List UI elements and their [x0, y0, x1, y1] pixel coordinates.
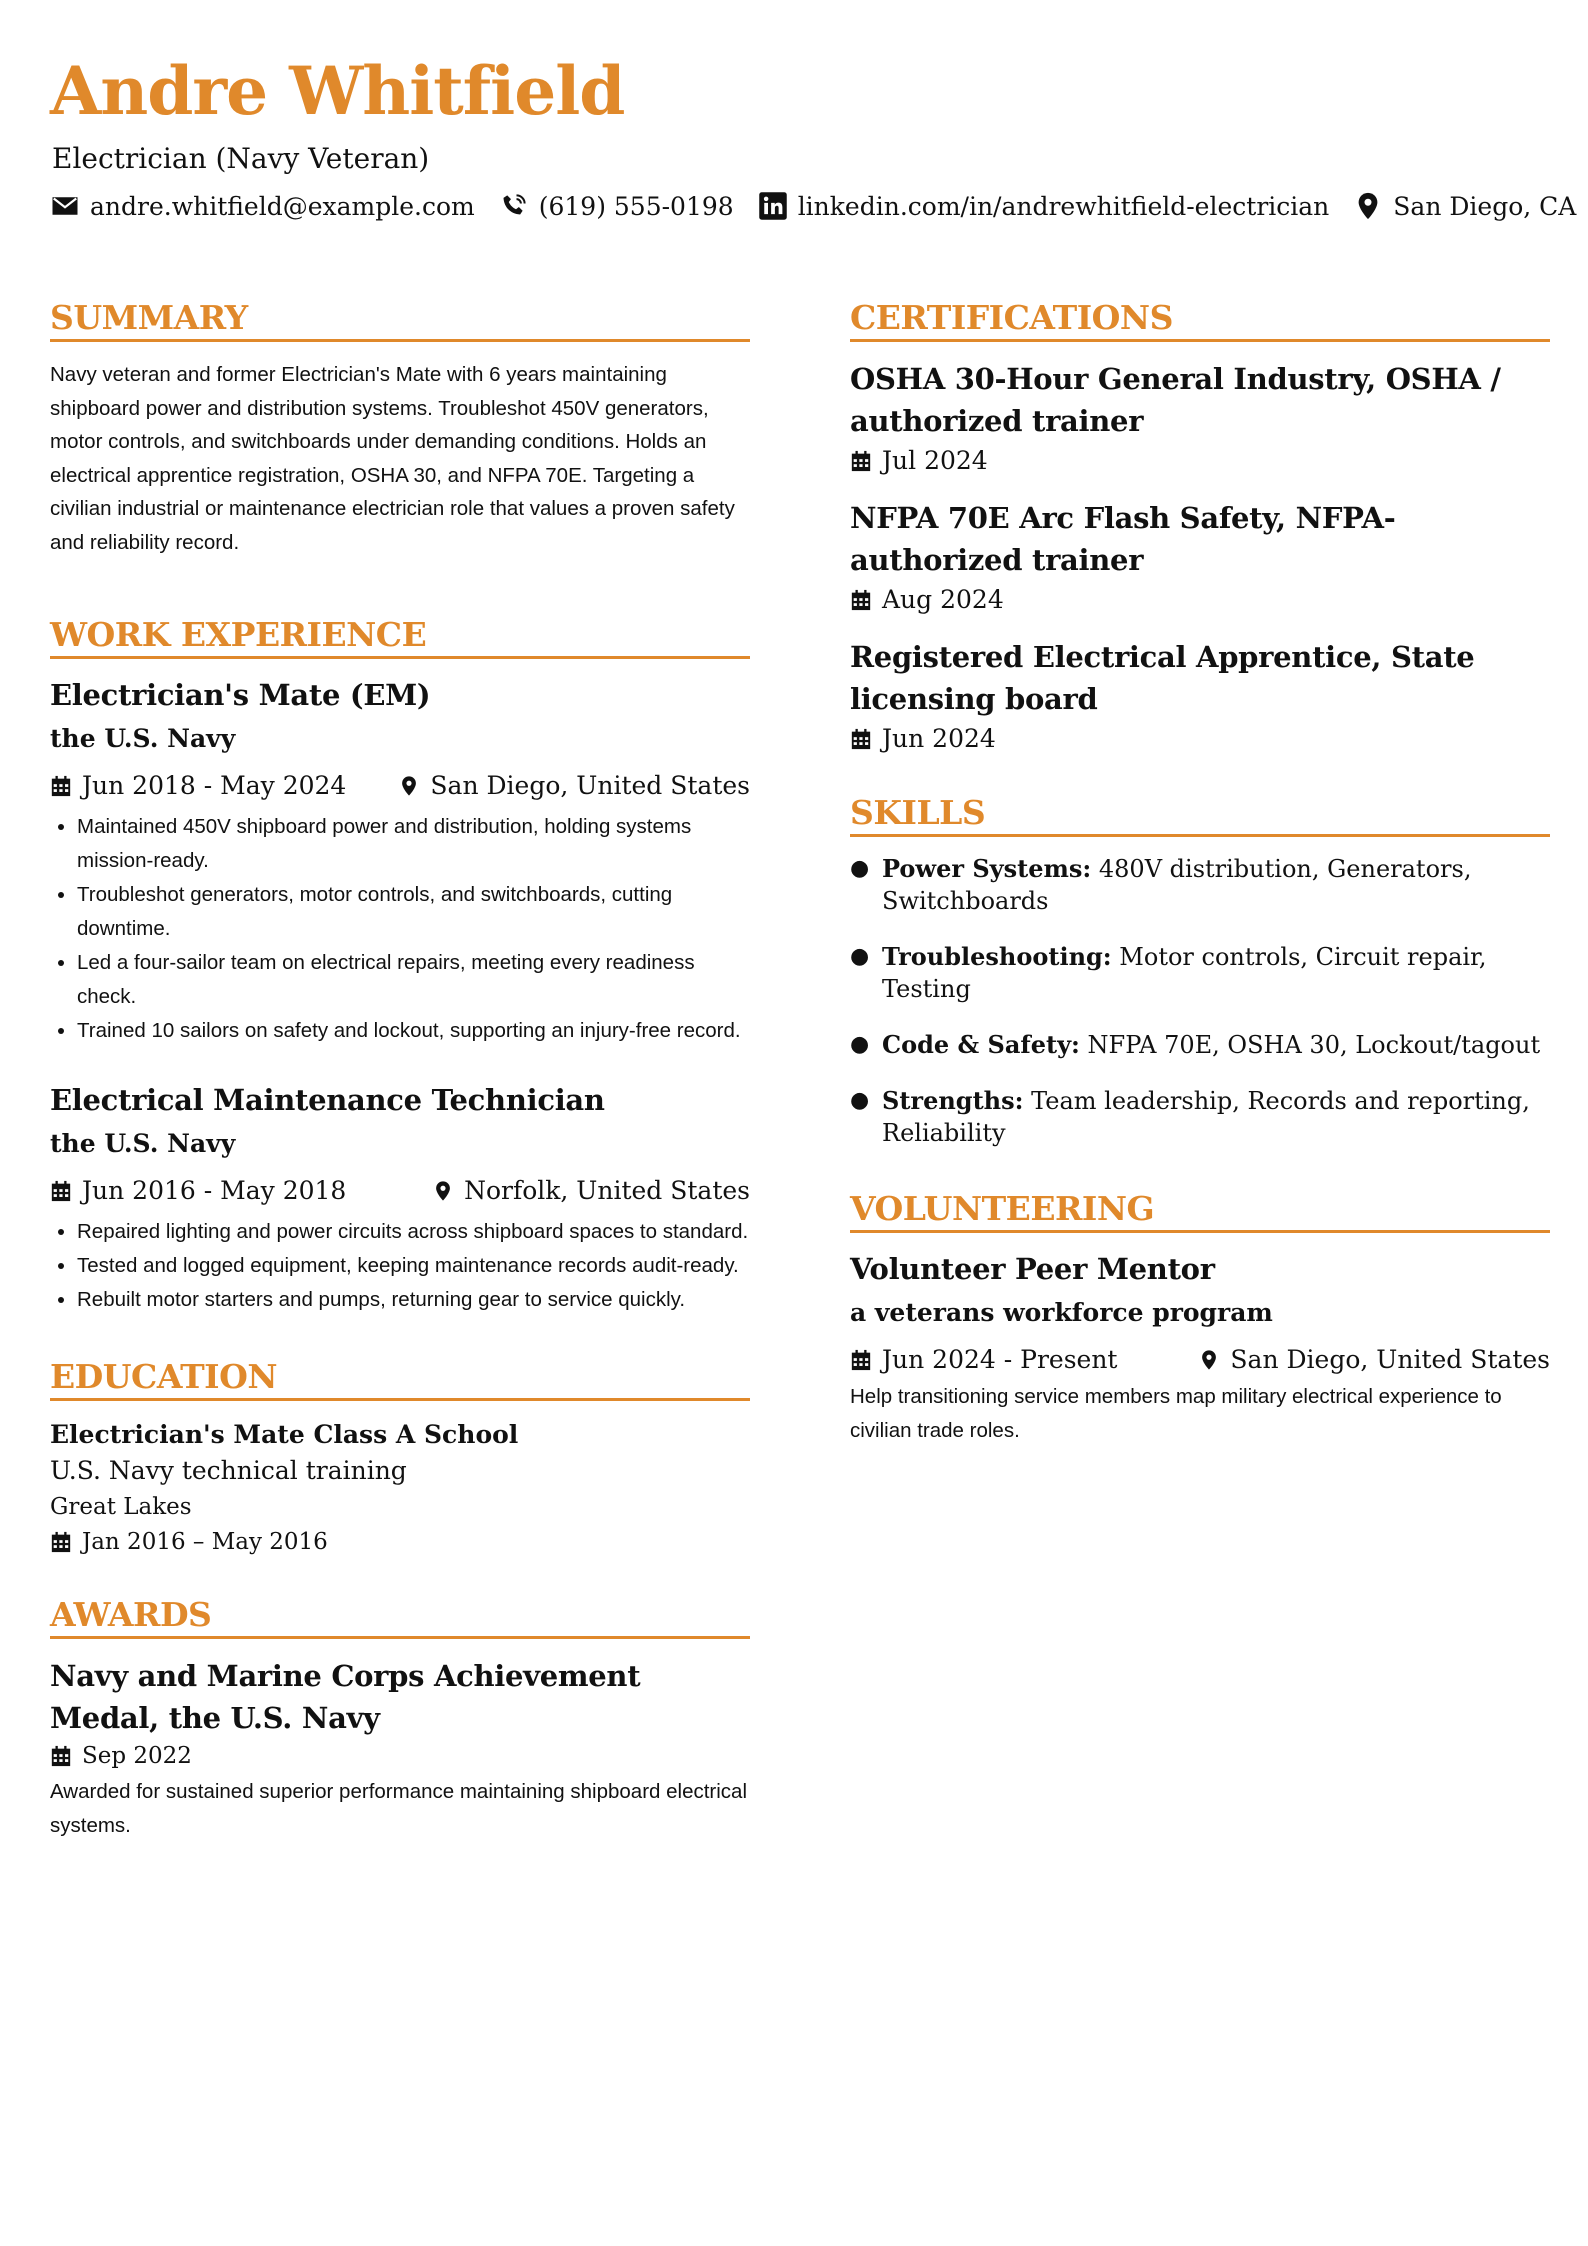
right-column — [850, 298, 1550, 1485]
skill-value: 480V distribution, Generators, Switchboards — [882, 855, 1472, 915]
calendar-icon — [850, 589, 872, 611]
contact-email[interactable] — [50, 191, 475, 221]
certification-date-text: Aug 2024 — [882, 585, 1004, 614]
bullet-dot-icon: ● — [850, 856, 870, 881]
education-location: Great Lakes — [50, 1494, 192, 1520]
job-bullets — [50, 1215, 750, 1317]
volunteer-organization: a veterans workforce program — [850, 1298, 1273, 1327]
volunteer-dates — [850, 1345, 1117, 1374]
certification-name: NFPA 70E Arc Flash Safety, NFPA-authorized trainer — [850, 501, 1396, 577]
award-name: Navy and Marine Corps Achievement Medal, the U.S. Navy — [50, 1659, 641, 1735]
award-date — [50, 1743, 750, 1769]
phone-icon — [499, 191, 529, 221]
work-experience-heading: WORK EXPERIENCE — [50, 615, 750, 659]
skills-list — [850, 853, 1550, 1149]
calendar-icon — [50, 1531, 72, 1553]
calendar-icon — [50, 775, 72, 797]
award-date-text: Sep 2022 — [82, 1743, 192, 1769]
skill-label: Code & Safety: — [882, 1030, 1080, 1059]
awards-section — [50, 1595, 750, 1842]
email-icon — [50, 191, 80, 221]
volunteer-meta — [850, 1345, 1550, 1374]
calendar-icon — [850, 1349, 872, 1371]
certification-date — [850, 724, 1550, 753]
education-dates-text: Jan 2016 – May 2016 — [82, 1529, 328, 1555]
calendar-icon — [850, 450, 872, 472]
candidate-role: Electrician (Navy Veteran) — [52, 142, 430, 175]
calendar-icon — [850, 728, 872, 750]
job-dates-text: Jun 2016 - May 2018 — [82, 1176, 347, 1205]
education-dates — [50, 1529, 750, 1555]
certification-entry — [850, 358, 1550, 475]
certification-date — [850, 446, 1550, 475]
job-bullet: • Tested and logged equipment, keeping maintenance records audit-ready. — [77, 1249, 750, 1283]
education-heading: EDUCATION — [50, 1357, 750, 1401]
volunteer-dates-text: Jun 2024 - Present — [882, 1345, 1118, 1374]
volunteer-description: Help transitioning service members map military electrical experience to civilian trade roles. — [850, 1385, 1502, 1442]
candidate-name: Andre Whitfield — [50, 52, 625, 130]
certification-date-text: Jun 2024 — [882, 724, 996, 753]
volunteer-location — [1198, 1345, 1550, 1374]
volunteering-heading: VOLUNTEERING — [850, 1189, 1550, 1233]
volunteer-location-text: San Diego, United States — [1230, 1345, 1550, 1374]
awards-heading: AWARDS — [50, 1595, 750, 1639]
education-school: Electrician's Mate Class A School — [50, 1420, 519, 1449]
contact-location — [1353, 191, 1576, 221]
certification-name: OSHA 30-Hour General Industry, OSHA / authorized trainer — [850, 362, 1501, 438]
left-column — [50, 298, 750, 1880]
skill-item — [850, 941, 1550, 1005]
education-section — [50, 1357, 750, 1555]
job-organization: the U.S. Navy — [50, 724, 236, 753]
job-meta — [50, 1176, 750, 1205]
location-pin-icon — [1198, 1349, 1220, 1371]
phone-text: (619) 555-0198 — [538, 191, 734, 221]
job-title: Electrical Maintenance Technician — [50, 1083, 605, 1117]
skill-item — [850, 853, 1550, 917]
summary-section — [50, 298, 750, 559]
bullet-dot-icon: ● — [850, 1088, 870, 1113]
certification-entry — [850, 497, 1550, 614]
skill-item — [850, 1029, 1550, 1061]
job-dates-text: Jun 2018 - May 2024 — [82, 771, 347, 800]
job-bullet: • Repaired lighting and power circuits across shipboard spaces to standard. — [77, 1215, 750, 1249]
certifications-section — [850, 298, 1550, 753]
certifications-heading: CERTIFICATIONS — [850, 298, 1550, 342]
job-organization: the U.S. Navy — [50, 1129, 236, 1158]
skills-heading: SKILLS — [850, 793, 1550, 837]
job-title: Electrician's Mate (EM) — [50, 678, 431, 712]
job-location — [432, 1176, 750, 1205]
skill-item — [850, 1085, 1550, 1149]
contact-phone[interactable] — [499, 191, 734, 221]
certification-date-text: Jul 2024 — [882, 446, 988, 475]
certification-entry — [850, 636, 1550, 753]
email-text: andre.whitfield@example.com — [90, 191, 475, 221]
linkedin-icon — [758, 191, 788, 221]
skill-label: Power Systems: — [882, 854, 1092, 883]
calendar-icon — [50, 1745, 72, 1767]
skill-value: NFPA 70E, OSHA 30, Lockout/tagout — [1087, 1031, 1541, 1059]
summary-text: Navy veteran and former Electrician's Mate with 6 years maintaining shipboard power and distribution systems. Troubleshot 450V generators, motor controls, and switchboards under demanding conditions. Holds an electrical apprentice registration, OSHA 30, and NFPA 70E. Targeting a civilian industrial or maintenance electrician role that values a proven safety and reliability record. — [50, 363, 735, 554]
job-location-text: San Diego, United States — [430, 771, 750, 800]
calendar-icon — [50, 1180, 72, 1202]
contact-bar — [50, 191, 1588, 221]
job-bullet: • Maintained 450V shipboard power and distribution, holding systems mission-ready. — [77, 810, 750, 878]
summary-heading: SUMMARY — [50, 298, 750, 342]
certification-name: Registered Electrical Apprentice, State licensing board — [850, 640, 1475, 716]
job-entry — [50, 1080, 750, 1317]
job-bullet: • Trained 10 sailors on safety and lockout, supporting an injury-free record. — [77, 1014, 750, 1048]
skill-value: Team leadership, Records and reporting, Reliability — [882, 1087, 1530, 1147]
linkedin-text: linkedin.com/in/andrewhitfield-electrician — [797, 191, 1330, 221]
job-dates — [50, 1176, 346, 1205]
job-meta — [50, 771, 750, 800]
volunteer-role: Volunteer Peer Mentor — [850, 1252, 1215, 1286]
job-location — [398, 771, 750, 800]
job-bullet: • Rebuilt motor starters and pumps, returning gear to service quickly. — [77, 1283, 750, 1317]
job-bullet: • Led a four-sailor team on electrical repairs, meeting every readiness check. — [77, 946, 750, 1014]
location-pin-icon — [432, 1180, 454, 1202]
education-program: U.S. Navy technical training — [50, 1456, 407, 1485]
job-location-text: Norfolk, United States — [464, 1176, 750, 1205]
skill-label: Troubleshooting: — [882, 942, 1112, 971]
job-dates — [50, 771, 346, 800]
work-experience-section — [50, 615, 750, 1317]
job-bullets — [50, 810, 750, 1048]
volunteering-section — [850, 1189, 1550, 1447]
certification-date — [850, 585, 1550, 614]
award-description: Awarded for sustained superior performance maintaining shipboard electrical systems. — [50, 1780, 747, 1837]
skill-value: Motor controls, Circuit repair, Testing — [882, 943, 1487, 1003]
location-text: San Diego, CA — [1393, 191, 1577, 221]
bullet-dot-icon: ● — [850, 1032, 870, 1057]
skill-label: Strengths: — [882, 1086, 1024, 1115]
skills-section — [850, 793, 1550, 1149]
job-entry — [50, 675, 750, 1048]
location-pin-icon — [1353, 191, 1383, 221]
contact-linkedin[interactable] — [758, 191, 1330, 221]
bullet-dot-icon: ● — [850, 944, 870, 969]
job-bullet: • Troubleshot generators, motor controls, and switchboards, cutting downtime. — [77, 878, 750, 946]
location-pin-icon — [398, 775, 420, 797]
